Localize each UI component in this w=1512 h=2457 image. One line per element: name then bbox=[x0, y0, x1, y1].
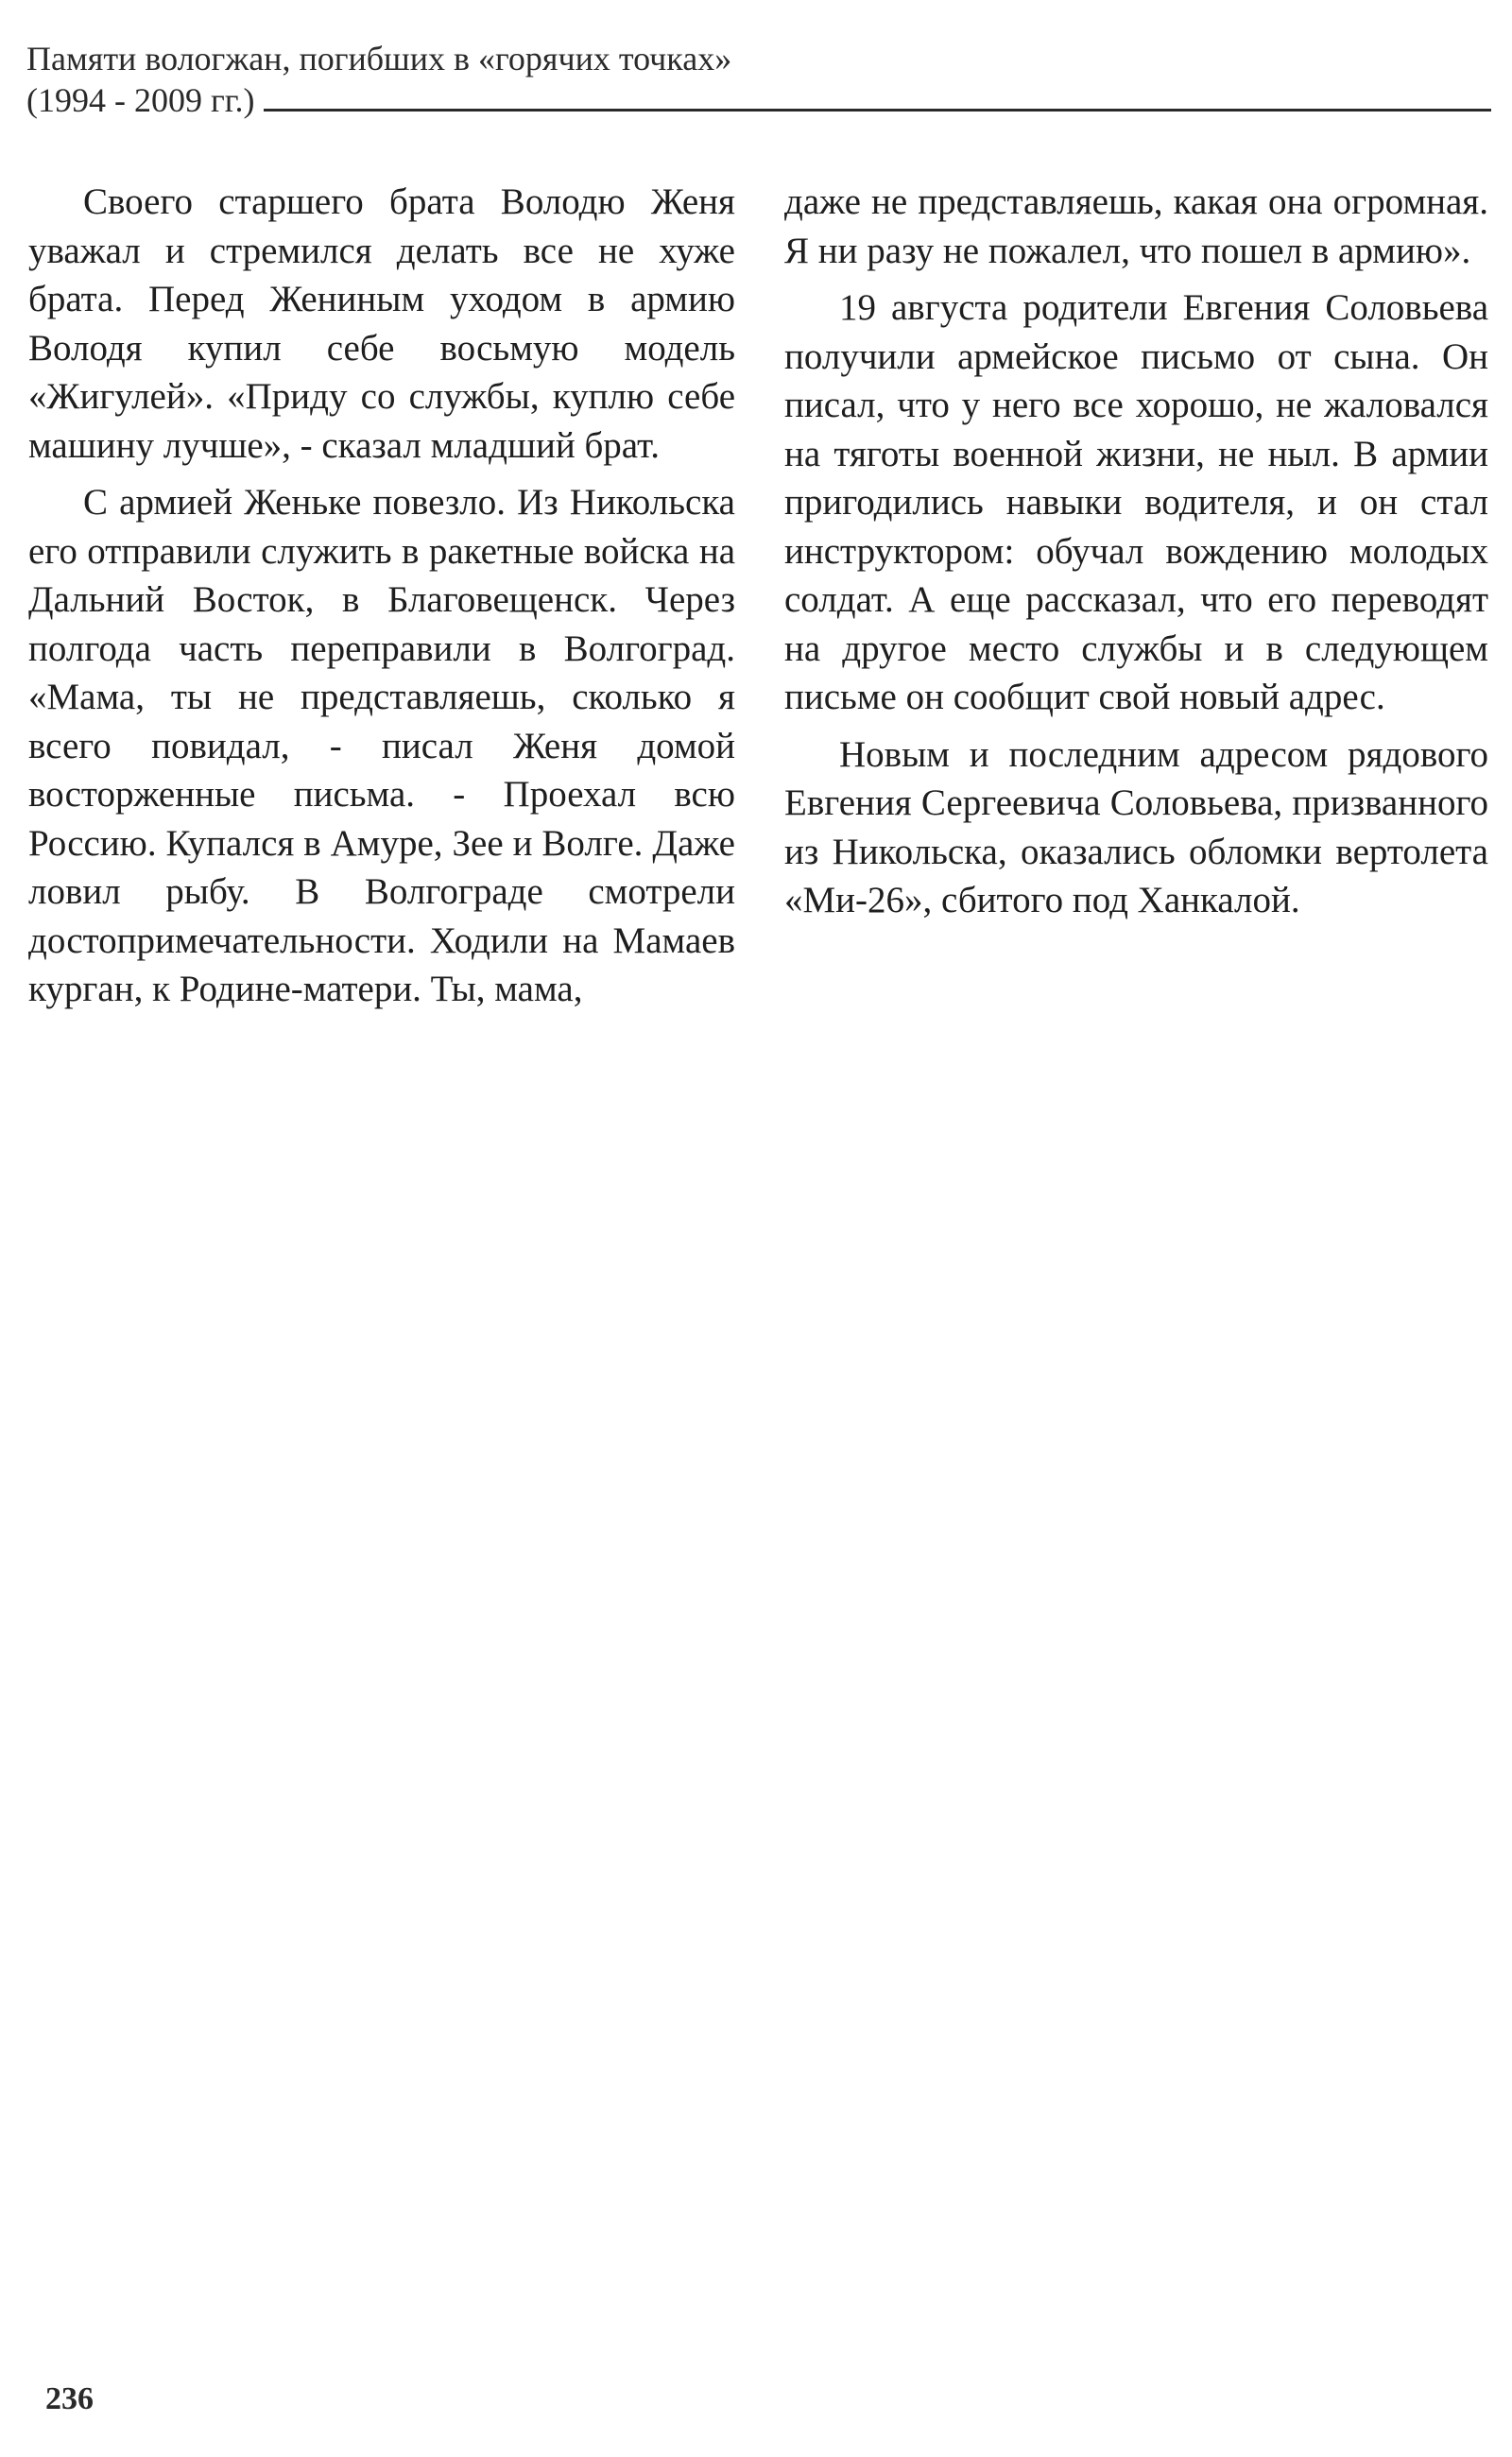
paragraph-letter-continued: даже не представляешь, какая она огромная. Я ни разу не пожалел, что пошел в армию». bbox=[784, 181, 1488, 271]
paragraph-brother: Своего старшего брата Володю Женя уважал и стремился делать все не хуже брата. Перед Жениным уходом в армию Володя купил себе восьмую модель «Жигулей». «Приду со службы, куплю себе машину лучше», - сказал младший брат. bbox=[28, 181, 735, 466]
right-column bbox=[784, 178, 1488, 925]
paragraph-last-address: Новым и последним адресом рядового Евгения Сергеевича Соловьева, призванного из Никольска, оказались обломки вертолета «Ми-26», сбитого под Ханкалой. bbox=[784, 733, 1488, 920]
header-title: Памяти вологжан, погибших в «горячих точках» bbox=[26, 40, 732, 77]
header-rule bbox=[264, 109, 1491, 112]
page-number: 236 bbox=[45, 2381, 94, 2416]
paragraph-army-service: С армией Женьке повезло. Из Никольска его отправили служить в ракетные войска на Дальний Восток, в Благовещенск. Через полгода часть переправили в Волгоград. «Мама, ты не представляешь, сколько я всего повидал, - писал Женя домой восторженные письма. - Проехал всю Россию. Купался в Амуре, Зее и Волге. Даже ловил рыбу. В Волгограде смотрели достопримечательности. Ходили на Мамаев курган, к Родине-матери. Ты, мама, bbox=[28, 482, 735, 1009]
left-column bbox=[28, 178, 735, 1014]
header-years-line bbox=[26, 79, 1491, 121]
header-years: (1994 - 2009 гг.) bbox=[26, 81, 255, 119]
running-header bbox=[26, 38, 1491, 121]
paragraph-august-letter: 19 августа родители Евгения Соловьева получили армейское письмо от сына. Он писал, что у него все хорошо, не жаловался на тяготы военной жизни, не ныл. В армии пригодились навыки водителя, и он стал инструктором: обучал вождению молодых солдат. А еще рассказал, что его переводят на другое место службы и в следующем письме он сообщит свой новый адрес. bbox=[784, 287, 1488, 717]
